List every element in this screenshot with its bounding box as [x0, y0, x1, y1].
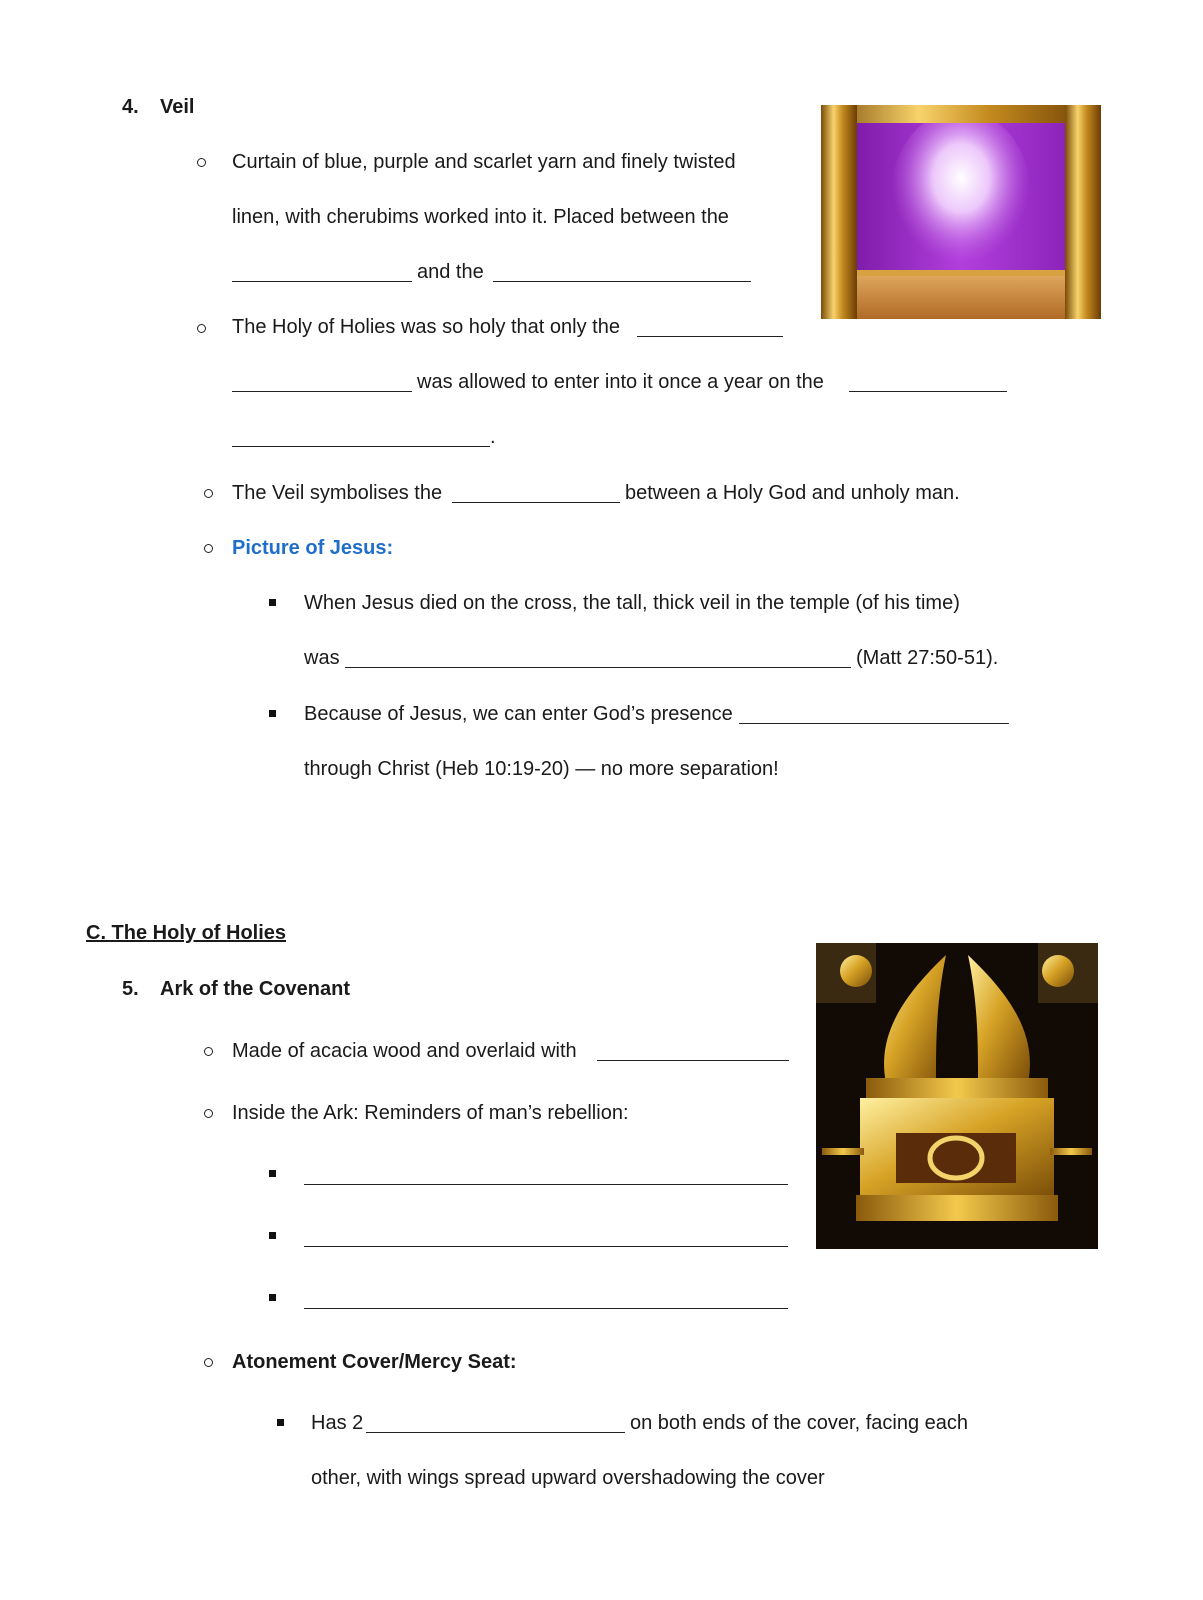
ark-text-5: other, with wings spread upward overshadowing the cover — [311, 1467, 825, 1489]
square-bullet-icon — [269, 1294, 276, 1301]
veil-image — [821, 105, 1101, 319]
period: . — [490, 426, 496, 448]
circle-bullet-icon — [204, 1047, 213, 1056]
veil-text-11: through Christ (Heb 10:19-20) — no more separation! — [304, 758, 779, 780]
blank-line — [452, 502, 620, 503]
blank-line — [345, 667, 851, 668]
item-number: 4. — [122, 96, 139, 118]
blank-line — [304, 1246, 788, 1247]
circle-bullet-icon — [204, 1358, 213, 1367]
square-bullet-icon — [269, 710, 276, 717]
circle-bullet-icon — [204, 1109, 213, 1118]
veil-heading: Veil — [160, 96, 195, 118]
square-bullet-icon — [277, 1419, 284, 1426]
square-bullet-icon — [269, 1170, 276, 1177]
veil-text-4: The Holy of Holies was so holy that only the — [232, 316, 620, 338]
blank-line — [304, 1184, 788, 1185]
blank-line — [597, 1060, 789, 1061]
ark-heading: Ark of the Covenant — [160, 978, 351, 1000]
square-bullet-icon — [269, 599, 276, 606]
veil-text-8: When Jesus died on the cross, the tall, thick veil in the temple (of his time) — [304, 592, 960, 614]
blank-line — [366, 1432, 625, 1433]
blank-line — [739, 723, 1009, 724]
veil-text-2: linen, with cherubims worked into it. Placed between the — [232, 206, 729, 228]
picture-of-jesus-label: Picture of Jesus: — [232, 537, 394, 559]
veil-text-6: The Veil symbolises the — [232, 482, 443, 504]
ark-text-3: Has 2 — [311, 1412, 364, 1434]
veil-text-1: Curtain of blue, purple and scarlet yarn and finely twisted — [232, 151, 736, 173]
circle-bullet-icon — [197, 158, 206, 167]
blank-line — [232, 446, 490, 447]
item-number: 5. — [122, 978, 139, 1000]
blank-line — [849, 391, 1007, 392]
blank-line — [304, 1308, 788, 1309]
veil-text-7: between a Holy God and unholy man. — [625, 482, 960, 504]
blank-line — [232, 391, 412, 392]
square-bullet-icon — [269, 1232, 276, 1239]
circle-bullet-icon — [197, 324, 206, 333]
blank-line — [232, 281, 412, 282]
ark-image — [816, 943, 1098, 1249]
section-title: C. The Holy of Holies — [86, 922, 287, 944]
ark-text-2: Inside the Ark: Reminders of man’s rebellion: — [232, 1102, 629, 1124]
veil-text-9: was — [304, 647, 340, 669]
circle-bullet-icon — [204, 544, 213, 553]
veil-ref: (Matt 27:50-51). — [856, 647, 999, 669]
blank-line — [493, 281, 751, 282]
blank-line — [637, 336, 783, 337]
veil-text-10: Because of Jesus, we can enter God’s presence — [304, 703, 733, 725]
ark-text-1: Made of acacia wood and overlaid with — [232, 1040, 577, 1062]
circle-bullet-icon — [204, 489, 213, 498]
ark-text-4: on both ends of the cover, facing each — [630, 1412, 969, 1434]
veil-text-3: and the — [417, 261, 484, 283]
mercy-seat-label: Atonement Cover/Mercy Seat: — [232, 1351, 517, 1373]
veil-text-5: was allowed to enter into it once a year on the — [417, 371, 824, 393]
